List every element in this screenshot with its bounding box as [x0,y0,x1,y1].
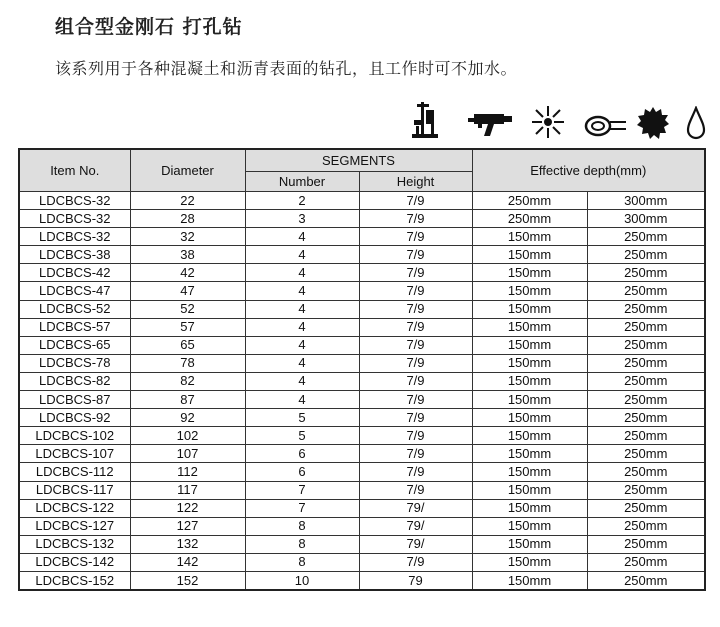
cell-depth-1: 150mm [472,391,587,409]
cell-depth-2: 250mm [587,336,705,354]
cell-depth-2: 250mm [587,391,705,409]
cell-item-no: LDCBCS-152 [19,571,130,590]
cell-depth-2: 250mm [587,517,705,535]
cell-height: 79/ [359,517,472,535]
cell-number: 4 [245,336,359,354]
cell-depth-1: 150mm [472,427,587,445]
spark-icon [530,104,566,144]
header-number: Number [245,172,359,192]
cell-depth-2: 250mm [587,535,705,553]
cell-number: 7 [245,499,359,517]
cell-depth-2: 250mm [587,264,705,282]
cell-depth-2: 250mm [587,246,705,264]
cell-item-no: LDCBCS-57 [19,318,130,336]
table-row [19,445,705,463]
cell-height: 7/9 [359,372,472,390]
drill-rig-icon [412,100,438,144]
cell-depth-1: 150mm [472,517,587,535]
cell-depth-2: 250mm [587,228,705,246]
cell-item-no: LDCBCS-107 [19,445,130,463]
cell-number: 4 [245,391,359,409]
cell-height: 7/9 [359,427,472,445]
cell-height: 7/9 [359,409,472,427]
table-body [19,192,705,591]
cell-diameter: 42 [130,264,245,282]
core-bit-icon [584,112,628,144]
cell-item-no: LDCBCS-127 [19,517,130,535]
cell-item-no: LDCBCS-117 [19,481,130,499]
cell-item-no: LDCBCS-47 [19,282,130,300]
cell-depth-2: 250mm [587,300,705,318]
header-effective-depth: Effective depth(mm) [472,149,705,192]
cell-number: 4 [245,246,359,264]
cell-depth-2: 250mm [587,372,705,390]
cell-depth-1: 150mm [472,336,587,354]
cell-depth-2: 250mm [587,571,705,590]
table-row [19,517,705,535]
cell-depth-1: 150mm [472,228,587,246]
cell-depth-2: 300mm [587,210,705,228]
cell-number: 8 [245,553,359,571]
table-row [19,192,705,210]
cell-depth-1: 150mm [472,535,587,553]
cell-number: 4 [245,228,359,246]
table-row [19,553,705,571]
cell-height: 7/9 [359,391,472,409]
cell-depth-1: 150mm [472,372,587,390]
cell-height: 7/9 [359,228,472,246]
cell-height: 7/9 [359,282,472,300]
cell-number: 2 [245,192,359,210]
cell-item-no: LDCBCS-42 [19,264,130,282]
cell-diameter: 38 [130,246,245,264]
cell-diameter: 107 [130,445,245,463]
table-row [19,535,705,553]
cell-diameter: 78 [130,354,245,372]
cell-height: 7/9 [359,300,472,318]
cell-diameter: 127 [130,517,245,535]
cell-item-no: LDCBCS-82 [19,372,130,390]
cell-depth-2: 250mm [587,445,705,463]
cell-height: 7/9 [359,463,472,481]
table-row [19,427,705,445]
cell-height: 7/9 [359,246,472,264]
cell-depth-1: 150mm [472,499,587,517]
cell-diameter: 65 [130,336,245,354]
table-row [19,409,705,427]
cell-depth-1: 150mm [472,282,587,300]
cell-number: 4 [245,282,359,300]
cell-item-no: LDCBCS-32 [19,192,130,210]
cell-depth-2: 250mm [587,409,705,427]
header-height: Height [359,172,472,192]
cell-depth-2: 250mm [587,481,705,499]
header-diameter: Diameter [130,149,245,192]
cell-depth-1: 150mm [472,553,587,571]
table-row [19,391,705,409]
cell-depth-2: 250mm [587,499,705,517]
cell-diameter: 57 [130,318,245,336]
cell-item-no: LDCBCS-38 [19,246,130,264]
cell-item-no: LDCBCS-32 [19,228,130,246]
table-row [19,264,705,282]
cell-height: 7/9 [359,264,472,282]
page-subtitle: 该系列用于各种混凝土和沥青表面的钻孔，且工作时可不加水。 [55,59,518,78]
cell-item-no: LDCBCS-32 [19,210,130,228]
cell-diameter: 142 [130,553,245,571]
table-row [19,336,705,354]
cell-number: 6 [245,463,359,481]
header-item-no: Item No. [19,149,130,192]
table-row [19,228,705,246]
cell-height: 7/9 [359,318,472,336]
cell-number: 4 [245,318,359,336]
cell-depth-2: 250mm [587,553,705,571]
table-row [19,300,705,318]
table-row [19,481,705,499]
cell-number: 4 [245,354,359,372]
table-row [19,354,705,372]
gear-blade-icon [636,106,670,144]
cell-diameter: 22 [130,192,245,210]
cell-number: 5 [245,427,359,445]
cell-diameter: 87 [130,391,245,409]
cell-diameter: 28 [130,210,245,228]
page-title: 组合型金刚石 打孔钻 [55,16,243,38]
table-row [19,372,705,390]
table-row [19,463,705,481]
cell-depth-1: 150mm [472,571,587,590]
cell-depth-2: 250mm [587,427,705,445]
cell-number: 10 [245,571,359,590]
cell-depth-1: 150mm [472,463,587,481]
cell-height: 79/ [359,499,472,517]
cell-depth-1: 150mm [472,354,587,372]
cell-diameter: 52 [130,300,245,318]
cell-depth-2: 300mm [587,192,705,210]
cell-depth-1: 250mm [472,210,587,228]
cell-depth-2: 250mm [587,318,705,336]
cell-diameter: 152 [130,571,245,590]
cell-number: 6 [245,445,359,463]
cell-diameter: 122 [130,499,245,517]
cell-depth-1: 150mm [472,246,587,264]
cell-diameter: 112 [130,463,245,481]
application-icons [408,100,708,144]
cell-number: 4 [245,300,359,318]
cell-diameter: 82 [130,372,245,390]
cell-item-no: LDCBCS-87 [19,391,130,409]
spec-table [18,148,706,591]
cell-depth-1: 150mm [472,409,587,427]
cell-depth-1: 150mm [472,445,587,463]
cell-height: 7/9 [359,481,472,499]
cell-item-no: LDCBCS-102 [19,427,130,445]
cell-number: 7 [245,481,359,499]
table-row [19,282,705,300]
cell-diameter: 92 [130,409,245,427]
cell-item-no: LDCBCS-142 [19,553,130,571]
cell-depth-1: 150mm [472,264,587,282]
cell-height: 7/9 [359,553,472,571]
cell-depth-1: 150mm [472,481,587,499]
cell-diameter: 32 [130,228,245,246]
cell-diameter: 47 [130,282,245,300]
cell-item-no: LDCBCS-52 [19,300,130,318]
water-drop-icon [686,106,706,144]
cell-depth-1: 150mm [472,300,587,318]
cell-number: 3 [245,210,359,228]
cell-number: 4 [245,372,359,390]
cell-item-no: LDCBCS-78 [19,354,130,372]
cell-height: 7/9 [359,192,472,210]
cell-depth-1: 150mm [472,318,587,336]
table-row [19,318,705,336]
cell-diameter: 117 [130,481,245,499]
cell-item-no: LDCBCS-65 [19,336,130,354]
cell-item-no: LDCBCS-122 [19,499,130,517]
cell-height: 79/ [359,535,472,553]
table-row [19,246,705,264]
cell-height: 7/9 [359,445,472,463]
cell-depth-1: 250mm [472,192,587,210]
cell-number: 4 [245,264,359,282]
cell-item-no: LDCBCS-92 [19,409,130,427]
cell-height: 79 [359,571,472,590]
cell-depth-2: 250mm [587,463,705,481]
table-row [19,210,705,228]
cell-diameter: 102 [130,427,245,445]
cell-diameter: 132 [130,535,245,553]
cell-item-no: LDCBCS-132 [19,535,130,553]
cell-number: 8 [245,535,359,553]
cell-number: 8 [245,517,359,535]
cell-item-no: LDCBCS-112 [19,463,130,481]
cell-depth-2: 250mm [587,354,705,372]
cell-height: 7/9 [359,336,472,354]
cell-number: 5 [245,409,359,427]
cell-height: 7/9 [359,354,472,372]
cell-height: 7/9 [359,210,472,228]
cell-depth-2: 250mm [587,282,705,300]
table-row [19,499,705,517]
core-drill-icon [468,110,512,144]
header-segments: SEGMENTS [245,149,472,172]
table-row [19,571,705,590]
